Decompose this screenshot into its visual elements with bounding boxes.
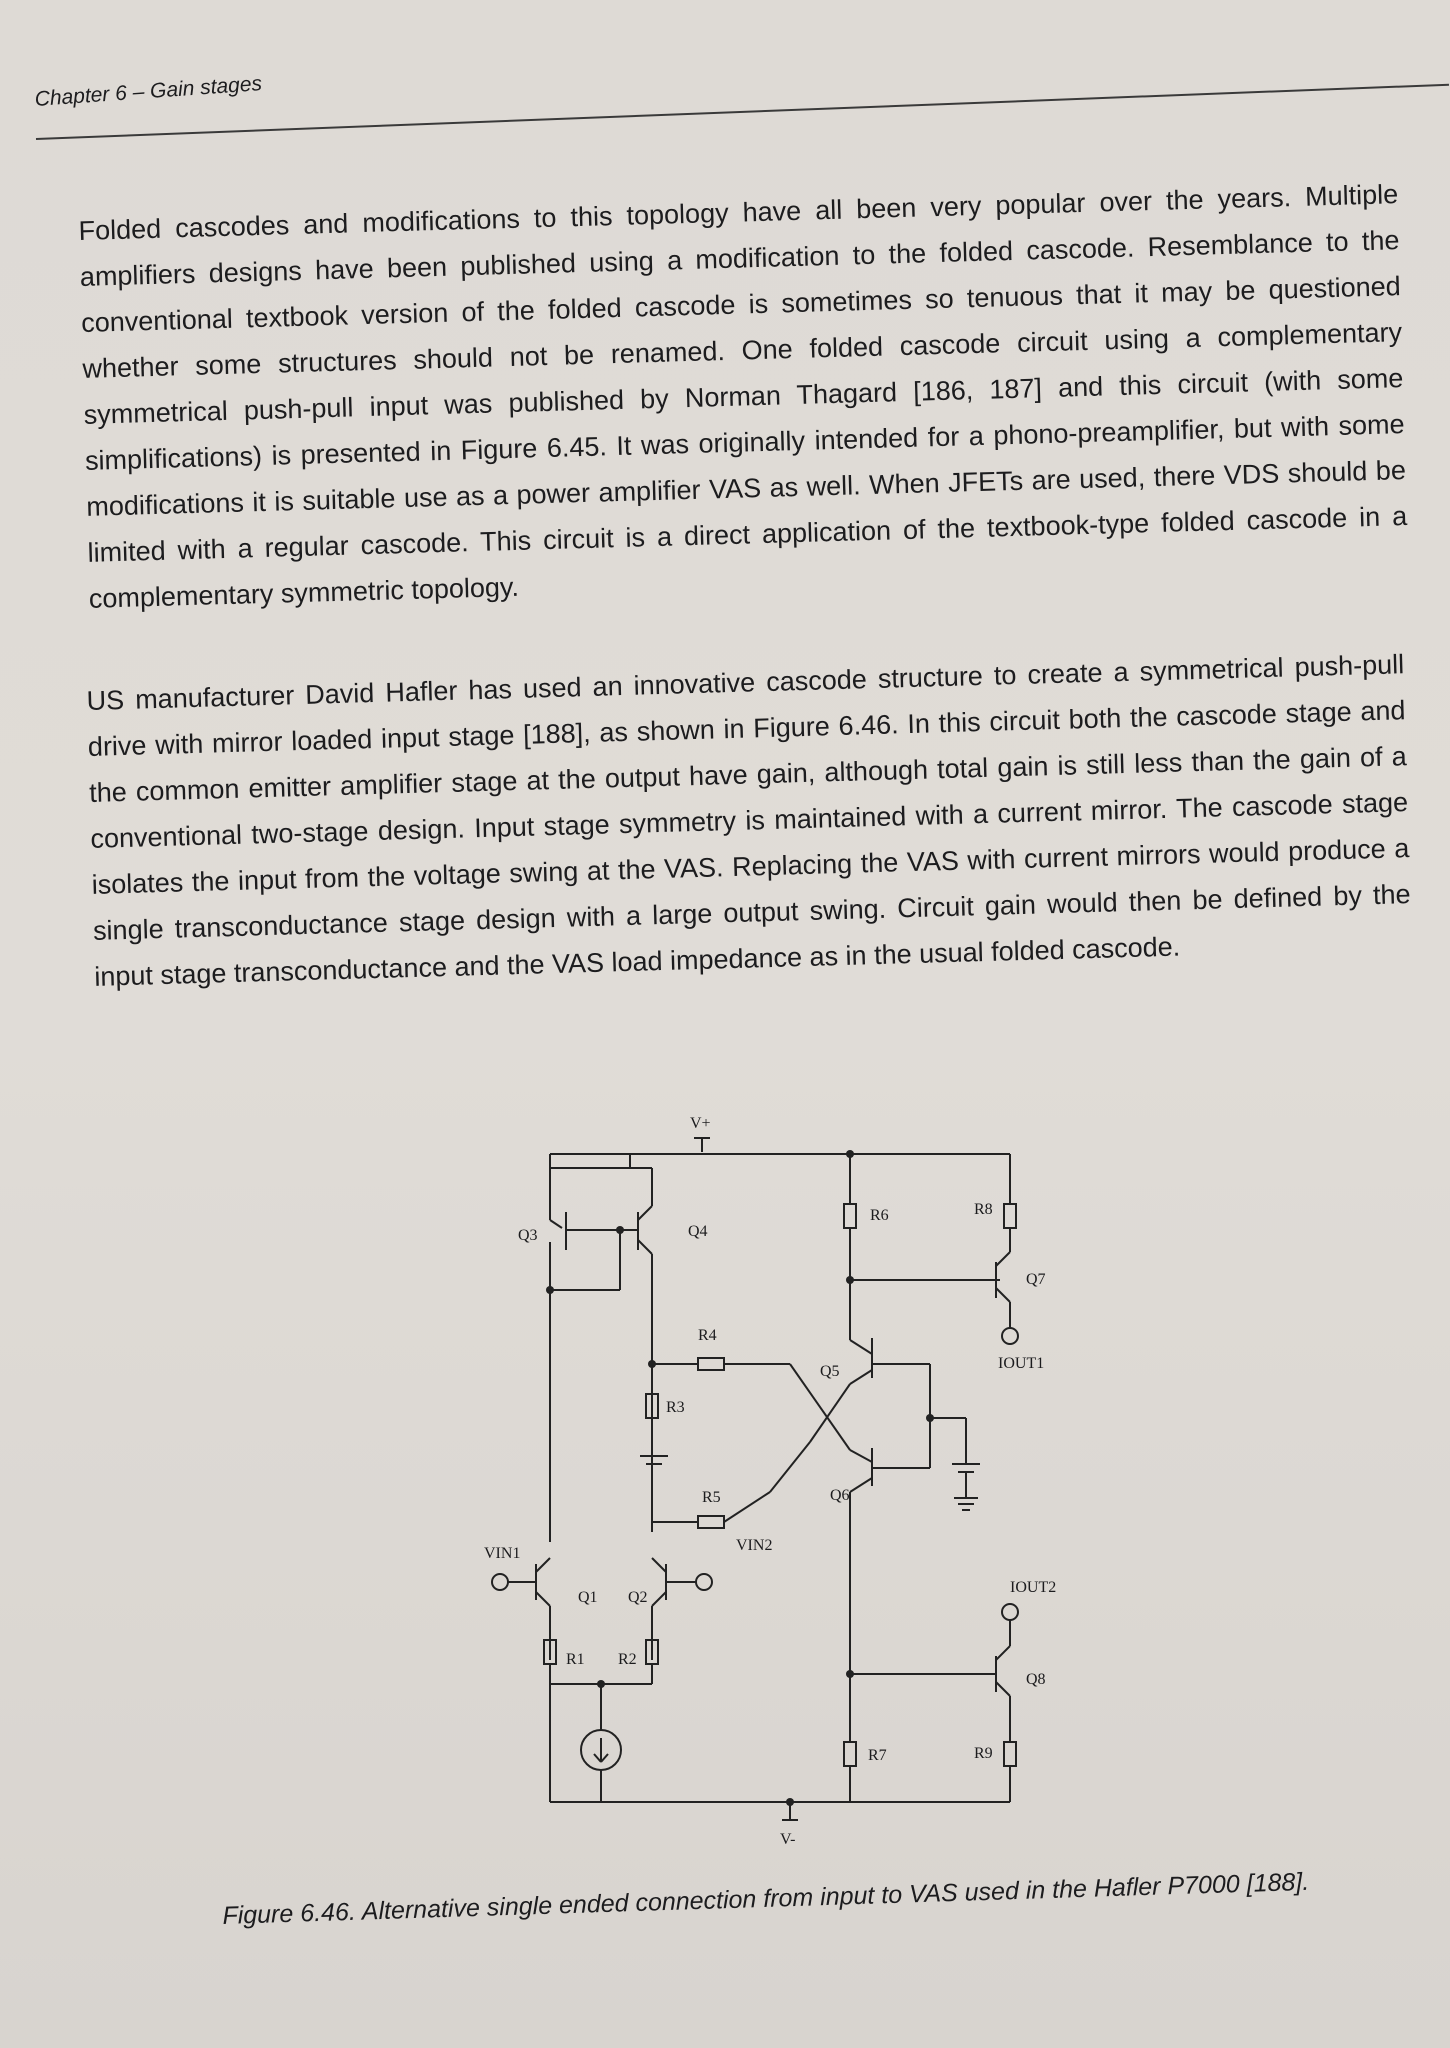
paragraph-1-text: Folded cascodes and modifications to this topology have all been very popular over the years. Multiple amplifiers designs have been published using a modification to the folded cascode. Resemblance to the conventional textbook version of the folded cascode is sometimes so tenuous that it may be questioned whether some structures should not be renamed. One folded cascode circuit using a complementary symmetrical push-pull input was published by Norman Thagard [186, 187] and this circuit (with some simplifications) is presented in Figure 6.45. It was originally intended for a phono-preamplifier, but with some modifications it is suitable use as a power amplifier VAS as well. When JFETs are used, there VDS should be limited with a regular cascode. This circuit is a direct application of the textbook-type folded cascode in a complementary symmetric topology.	[78, 179, 1408, 614]
vminus-label: V-	[780, 1831, 796, 1848]
r3-label: R3	[666, 1399, 685, 1416]
paragraph-1	[78, 171, 1409, 622]
vin2-label: VIN2	[736, 1537, 773, 1554]
iout2-label: IOUT2	[1010, 1579, 1057, 1596]
q7-label: Q7	[1026, 1271, 1046, 1288]
q3-label: Q3	[518, 1227, 538, 1244]
iout1-label: IOUT1	[998, 1355, 1045, 1372]
running-head: Chapter 6 – Gain stages	[34, 72, 263, 111]
q4-label: Q4	[688, 1223, 708, 1240]
r4-label: R4	[698, 1327, 717, 1344]
q6-label: Q6	[830, 1487, 850, 1504]
q2-label: Q2	[628, 1589, 648, 1606]
r8-label: R8	[974, 1201, 993, 1218]
q1-label: Q1	[578, 1589, 598, 1606]
r7-label: R7	[868, 1747, 887, 1764]
vin1-label: VIN1	[484, 1545, 521, 1562]
q5-label: Q5	[820, 1363, 840, 1380]
circuit-schematic	[470, 1102, 1057, 1862]
circuit-figure	[470, 1102, 1057, 1862]
figure-caption: Figure 6.46. Alternative single ended connection from input to VAS used in the Hafler P7000 [188].	[222, 1867, 1310, 1930]
r1-label: R1	[566, 1651, 585, 1668]
r5-label: R5	[702, 1489, 721, 1506]
r6-label: R6	[870, 1207, 889, 1224]
r9-label: R9	[974, 1745, 993, 1762]
paragraph-2	[86, 641, 1412, 1000]
vplus-label: V+	[690, 1115, 711, 1132]
r2-label: R2	[618, 1651, 637, 1668]
paragraph-2-text: US manufacturer David Hafler has used an innovative cascode structure to create a symmetrical push-pull drive with mirror loaded input stage [188], as shown in Figure 6.46. In this circuit both the cascode stage and the common emitter amplifier stage at the output have gain, although total gain is still less than the gain of a conventional two-stage design. Input stage symmetry is maintained with a current mirror. The cascode stage isolates the input from the voltage swing at the VAS. Replacing the VAS with current mirrors would produce a single transconductance stage design with a large output swing. Circuit gain would then be defined by the input stage transconductance and the VAS load impedance as in the usual folded cascode.	[86, 649, 1411, 992]
q8-label: Q8	[1026, 1671, 1046, 1688]
